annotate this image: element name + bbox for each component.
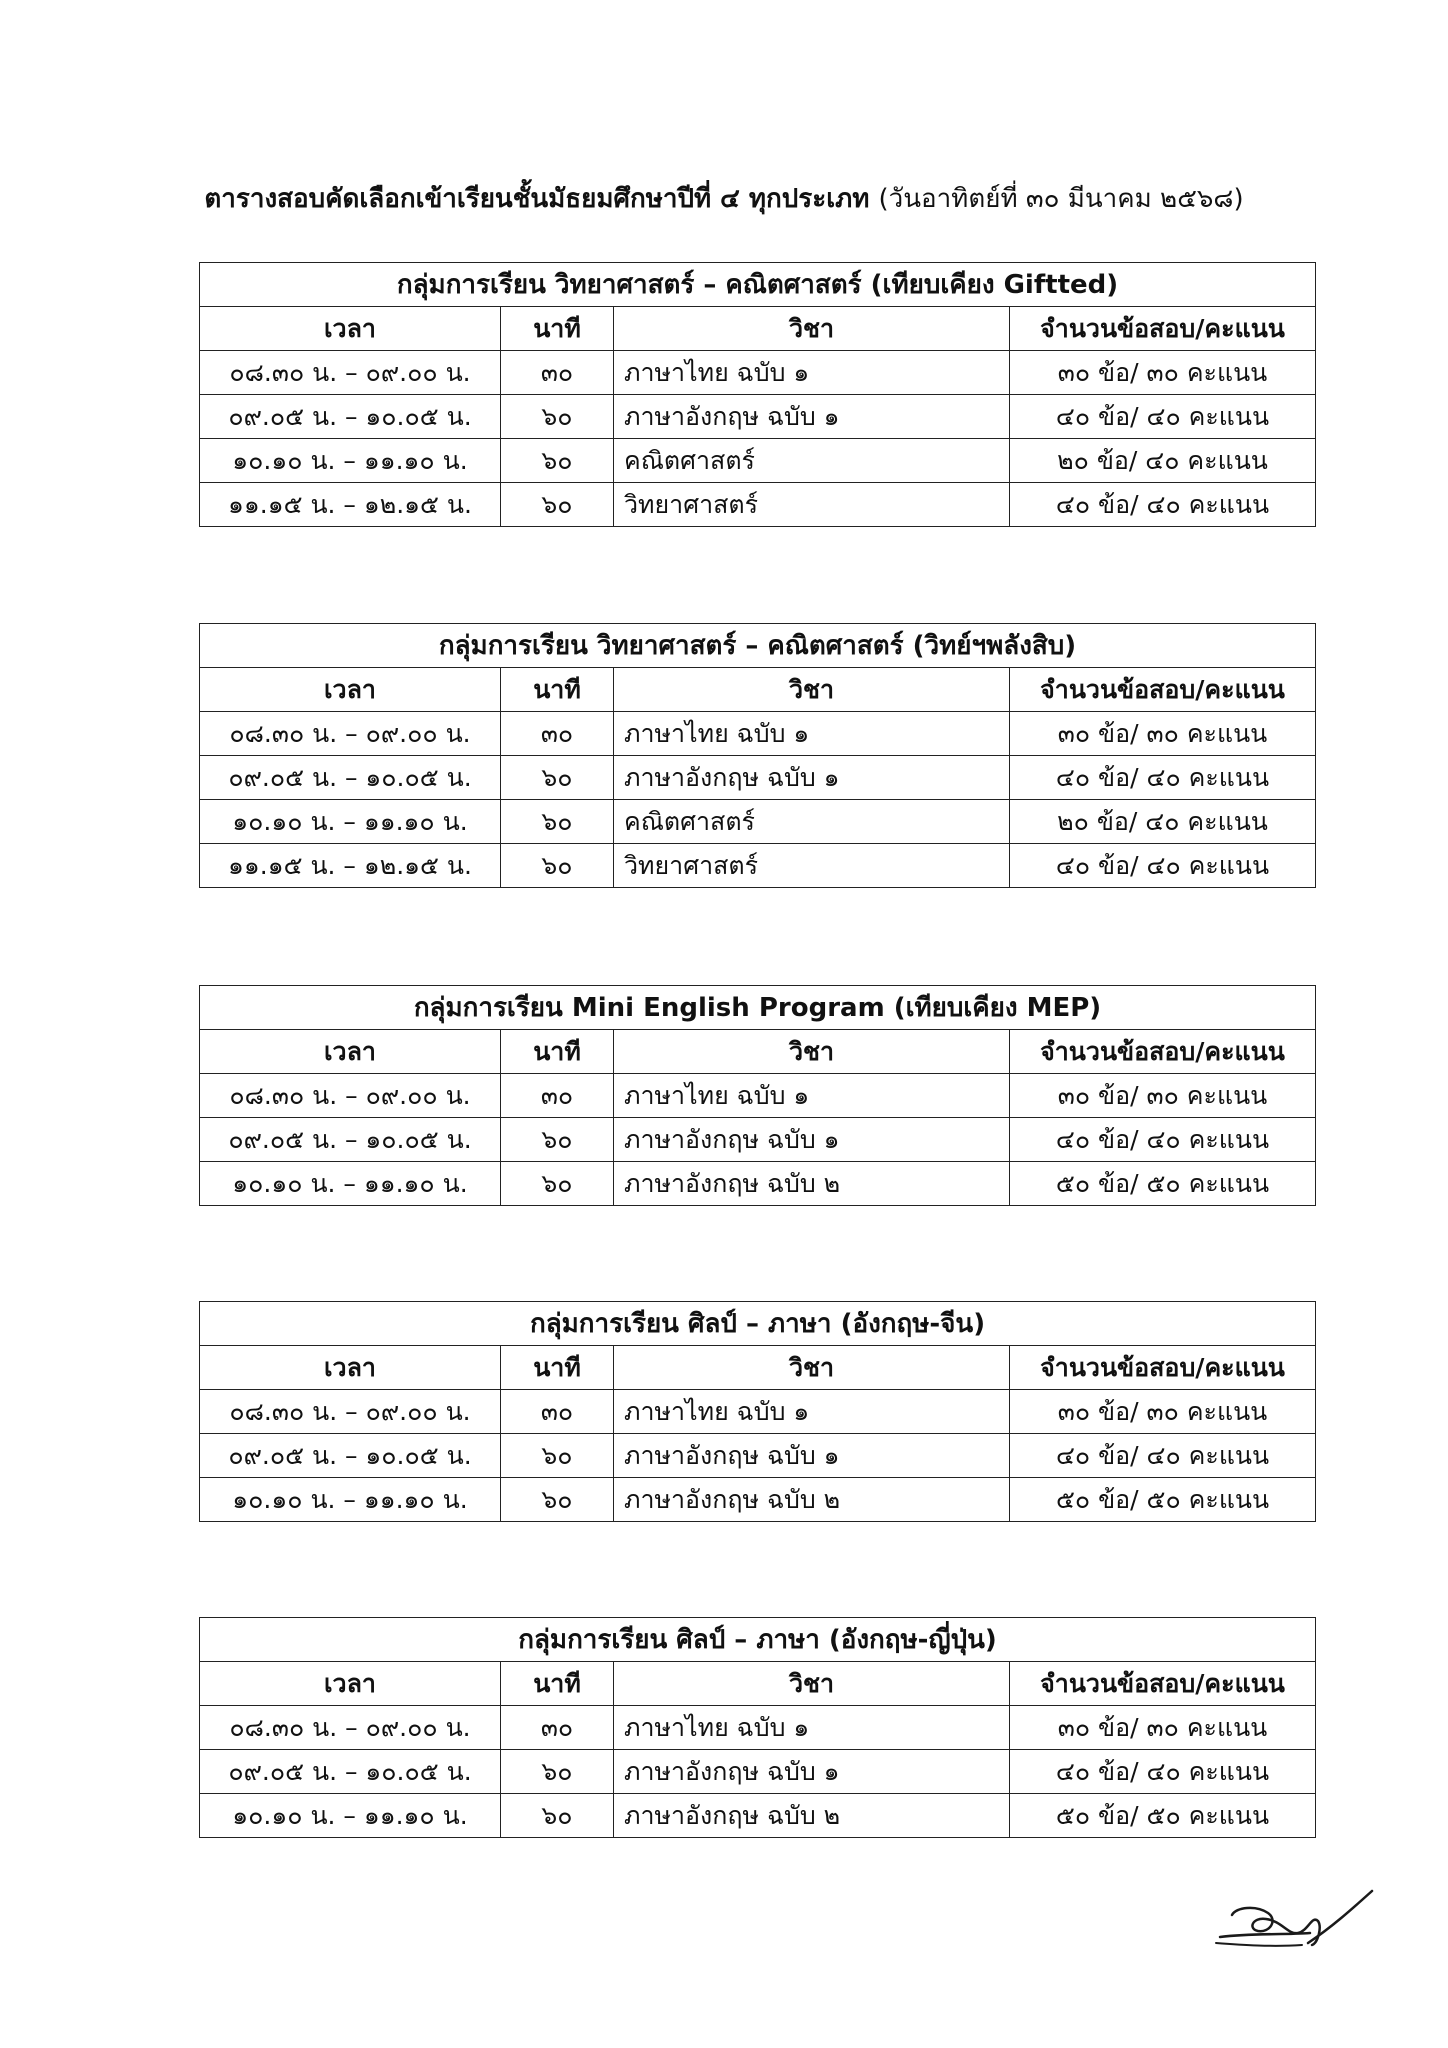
subject-header: วิชา bbox=[614, 307, 1010, 351]
table-row bbox=[200, 712, 1316, 756]
table-row bbox=[200, 1434, 1316, 1478]
time-cell: ๐๘.๓๐ น. – ๐๙.๐๐ น. bbox=[200, 1390, 501, 1434]
score-cell: ๓๐ ข้อ/ ๓๐ คะแนน bbox=[1010, 1390, 1316, 1434]
table-row bbox=[200, 351, 1316, 395]
minutes-cell: ๖๐ bbox=[501, 800, 614, 844]
table-row bbox=[200, 1074, 1316, 1118]
subject-header: วิชา bbox=[614, 1346, 1010, 1390]
subject-cell: ภาษาอังกฤษ ฉบับ ๑ bbox=[614, 395, 1010, 439]
exam-table bbox=[199, 262, 1316, 527]
score-cell: ๕๐ ข้อ/ ๕๐ คะแนน bbox=[1010, 1478, 1316, 1522]
score-cell: ๔๐ ข้อ/ ๔๐ คะแนน bbox=[1010, 1434, 1316, 1478]
subject-cell: ภาษาอังกฤษ ฉบับ ๒ bbox=[614, 1162, 1010, 1206]
score-header: จำนวนข้อสอบ/คะแนน bbox=[1010, 1346, 1316, 1390]
group-title-row bbox=[200, 263, 1316, 307]
table-row bbox=[200, 395, 1316, 439]
subject-cell: ภาษาอังกฤษ ฉบับ ๑ bbox=[614, 1750, 1010, 1794]
group-title-row bbox=[200, 1302, 1316, 1346]
minutes-cell: ๓๐ bbox=[501, 712, 614, 756]
time-header: เวลา bbox=[200, 1030, 501, 1074]
group-title: กลุ่มการเรียน ศิลป์ – ภาษา (อังกฤษ-ญี่ปุ่น) bbox=[200, 1618, 1316, 1662]
table-row bbox=[200, 1794, 1316, 1838]
subject-header: วิชา bbox=[614, 668, 1010, 712]
score-cell: ๒๐ ข้อ/ ๔๐ คะแนน bbox=[1010, 439, 1316, 483]
minutes-cell: ๖๐ bbox=[501, 1162, 614, 1206]
minutes-cell: ๖๐ bbox=[501, 1434, 614, 1478]
score-cell: ๓๐ ข้อ/ ๓๐ คะแนน bbox=[1010, 351, 1316, 395]
score-header: จำนวนข้อสอบ/คะแนน bbox=[1010, 668, 1316, 712]
time-cell: ๑๐.๑๐ น. – ๑๑.๑๐ น. bbox=[200, 439, 501, 483]
subject-header: วิชา bbox=[614, 1030, 1010, 1074]
score-cell: ๕๐ ข้อ/ ๕๐ คะแนน bbox=[1010, 1162, 1316, 1206]
time-cell: ๑๑.๑๕ น. – ๑๒.๑๕ น. bbox=[200, 483, 501, 527]
exam-table bbox=[199, 985, 1316, 1206]
minutes-header: นาที bbox=[501, 1662, 614, 1706]
time-cell: ๑๐.๑๐ น. – ๑๑.๑๐ น. bbox=[200, 1478, 501, 1522]
score-cell: ๔๐ ข้อ/ ๔๐ คะแนน bbox=[1010, 395, 1316, 439]
table-row bbox=[200, 439, 1316, 483]
group-title: กลุ่มการเรียน Mini English Program (เทียบเคียง MEP) bbox=[200, 986, 1316, 1030]
minutes-cell: ๖๐ bbox=[501, 1794, 614, 1838]
table-row bbox=[200, 1118, 1316, 1162]
table-row bbox=[200, 756, 1316, 800]
minutes-cell: ๖๐ bbox=[501, 1750, 614, 1794]
minutes-cell: ๓๐ bbox=[501, 1074, 614, 1118]
time-cell: ๐๘.๓๐ น. – ๐๙.๐๐ น. bbox=[200, 1706, 501, 1750]
minutes-cell: ๖๐ bbox=[501, 1118, 614, 1162]
document-title: ตารางสอบคัดเลือกเข้าเรียนชั้นมัธยมศึกษาปีที่ ๔ ทุกประเภท bbox=[204, 184, 870, 214]
time-cell: ๐๙.๐๕ น. – ๑๐.๐๕ น. bbox=[200, 395, 501, 439]
subject-cell: ภาษาอังกฤษ ฉบับ ๒ bbox=[614, 1478, 1010, 1522]
exam-date: (วันอาทิตย์ที่ ๓๐ มีนาคม ๒๕๖๘) bbox=[878, 184, 1244, 214]
minutes-cell: ๖๐ bbox=[501, 756, 614, 800]
exam-table bbox=[199, 1617, 1316, 1838]
subject-cell: ภาษาไทย ฉบับ ๑ bbox=[614, 1074, 1010, 1118]
subject-cell: ภาษาไทย ฉบับ ๑ bbox=[614, 1706, 1010, 1750]
table-row bbox=[200, 1706, 1316, 1750]
subject-cell: ภาษาไทย ฉบับ ๑ bbox=[614, 351, 1010, 395]
subject-cell: วิทยาศาสตร์ bbox=[614, 483, 1010, 527]
minutes-cell: ๓๐ bbox=[501, 1706, 614, 1750]
time-header: เวลา bbox=[200, 668, 501, 712]
score-cell: ๓๐ ข้อ/ ๓๐ คะแนน bbox=[1010, 1074, 1316, 1118]
minutes-header: นาที bbox=[501, 668, 614, 712]
header-row bbox=[200, 1662, 1316, 1706]
subject-cell: ภาษาไทย ฉบับ ๑ bbox=[614, 1390, 1010, 1434]
minutes-cell: ๓๐ bbox=[501, 351, 614, 395]
time-cell: ๐๙.๐๕ น. – ๑๐.๐๕ น. bbox=[200, 1750, 501, 1794]
subject-cell: ภาษาอังกฤษ ฉบับ ๑ bbox=[614, 1434, 1010, 1478]
subject-header: วิชา bbox=[614, 1662, 1010, 1706]
page-title bbox=[0, 178, 1448, 219]
score-cell: ๔๐ ข้อ/ ๔๐ คะแนน bbox=[1010, 1750, 1316, 1794]
time-cell: ๐๙.๐๕ น. – ๑๐.๐๕ น. bbox=[200, 1434, 501, 1478]
subject-cell: ภาษาอังกฤษ ฉบับ ๑ bbox=[614, 756, 1010, 800]
table-row bbox=[200, 1478, 1316, 1522]
time-cell: ๑๑.๑๕ น. – ๑๒.๑๕ น. bbox=[200, 844, 501, 888]
exam-table bbox=[199, 623, 1316, 888]
minutes-header: นาที bbox=[501, 1030, 614, 1074]
header-row bbox=[200, 1030, 1316, 1074]
table-row bbox=[200, 844, 1316, 888]
subject-cell: ภาษาไทย ฉบับ ๑ bbox=[614, 712, 1010, 756]
group-title-row bbox=[200, 1618, 1316, 1662]
score-cell: ๔๐ ข้อ/ ๔๐ คะแนน bbox=[1010, 844, 1316, 888]
score-header: จำนวนข้อสอบ/คะแนน bbox=[1010, 1030, 1316, 1074]
time-cell: ๐๙.๐๕ น. – ๑๐.๐๕ น. bbox=[200, 1118, 501, 1162]
signature-mark bbox=[1212, 1885, 1382, 1955]
group-title-row bbox=[200, 986, 1316, 1030]
time-header: เวลา bbox=[200, 1346, 501, 1390]
subject-cell: คณิตศาสตร์ bbox=[614, 439, 1010, 483]
time-cell: ๑๐.๑๐ น. – ๑๑.๑๐ น. bbox=[200, 1794, 501, 1838]
subject-cell: วิทยาศาสตร์ bbox=[614, 844, 1010, 888]
header-row bbox=[200, 668, 1316, 712]
minutes-header: นาที bbox=[501, 1346, 614, 1390]
minutes-cell: ๖๐ bbox=[501, 395, 614, 439]
time-cell: ๑๐.๑๐ น. – ๑๑.๑๐ น. bbox=[200, 1162, 501, 1206]
table-row bbox=[200, 483, 1316, 527]
minutes-cell: ๖๐ bbox=[501, 483, 614, 527]
minutes-header: นาที bbox=[501, 307, 614, 351]
minutes-cell: ๓๐ bbox=[501, 1390, 614, 1434]
group-title: กลุ่มการเรียน ศิลป์ – ภาษา (อังกฤษ-จีน) bbox=[200, 1302, 1316, 1346]
score-cell: ๔๐ ข้อ/ ๔๐ คะแนน bbox=[1010, 483, 1316, 527]
time-cell: ๐๘.๓๐ น. – ๐๙.๐๐ น. bbox=[200, 1074, 501, 1118]
score-cell: ๕๐ ข้อ/ ๕๐ คะแนน bbox=[1010, 1794, 1316, 1838]
group-title-row bbox=[200, 624, 1316, 668]
table-row bbox=[200, 1390, 1316, 1434]
score-cell: ๒๐ ข้อ/ ๔๐ คะแนน bbox=[1010, 800, 1316, 844]
score-cell: ๔๐ ข้อ/ ๔๐ คะแนน bbox=[1010, 756, 1316, 800]
table-row bbox=[200, 800, 1316, 844]
subject-cell: ภาษาอังกฤษ ฉบับ ๒ bbox=[614, 1794, 1010, 1838]
group-title: กลุ่มการเรียน วิทยาศาสตร์ – คณิตศาสตร์ (วิทย์ฯพลังสิบ) bbox=[200, 624, 1316, 668]
minutes-cell: ๖๐ bbox=[501, 844, 614, 888]
time-cell: ๐๘.๓๐ น. – ๐๙.๐๐ น. bbox=[200, 712, 501, 756]
score-cell: ๓๐ ข้อ/ ๓๐ คะแนน bbox=[1010, 1706, 1316, 1750]
time-cell: ๐๘.๓๐ น. – ๐๙.๐๐ น. bbox=[200, 351, 501, 395]
subject-cell: ภาษาอังกฤษ ฉบับ ๑ bbox=[614, 1118, 1010, 1162]
group-title: กลุ่มการเรียน วิทยาศาสตร์ – คณิตศาสตร์ (เทียบเคียง Giftted) bbox=[200, 263, 1316, 307]
score-cell: ๔๐ ข้อ/ ๔๐ คะแนน bbox=[1010, 1118, 1316, 1162]
score-header: จำนวนข้อสอบ/คะแนน bbox=[1010, 307, 1316, 351]
time-cell: ๐๙.๐๕ น. – ๑๐.๐๕ น. bbox=[200, 756, 501, 800]
exam-table bbox=[199, 1301, 1316, 1522]
header-row bbox=[200, 307, 1316, 351]
time-header: เวลา bbox=[200, 1662, 501, 1706]
table-row bbox=[200, 1750, 1316, 1794]
minutes-cell: ๖๐ bbox=[501, 1478, 614, 1522]
time-header: เวลา bbox=[200, 307, 501, 351]
score-header: จำนวนข้อสอบ/คะแนน bbox=[1010, 1662, 1316, 1706]
table-row bbox=[200, 1162, 1316, 1206]
score-cell: ๓๐ ข้อ/ ๓๐ คะแนน bbox=[1010, 712, 1316, 756]
time-cell: ๑๐.๑๐ น. – ๑๑.๑๐ น. bbox=[200, 800, 501, 844]
subject-cell: คณิตศาสตร์ bbox=[614, 800, 1010, 844]
header-row bbox=[200, 1346, 1316, 1390]
minutes-cell: ๖๐ bbox=[501, 439, 614, 483]
